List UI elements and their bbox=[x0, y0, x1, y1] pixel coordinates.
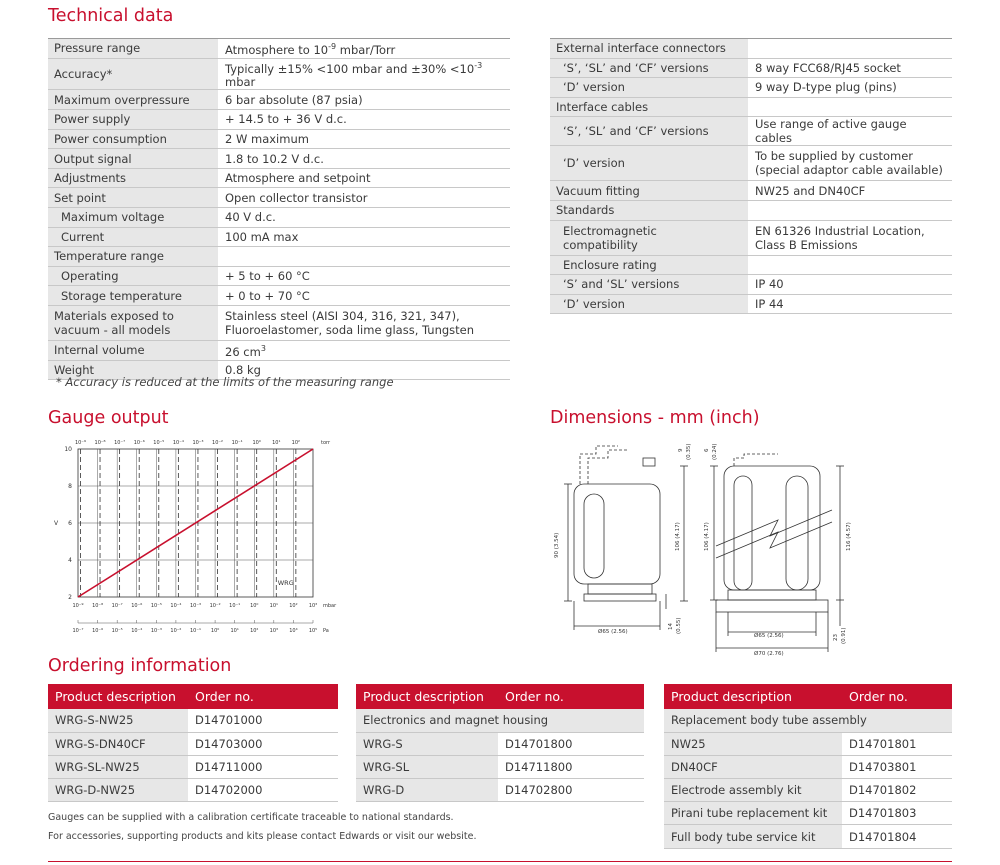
spec-row bbox=[550, 181, 952, 201]
spec-label: ‘D’ version bbox=[550, 78, 748, 98]
product-description: NW25 bbox=[664, 732, 842, 755]
spec-row bbox=[550, 275, 952, 295]
ordering-table-replacement bbox=[664, 684, 952, 849]
order-number: D14711000 bbox=[188, 755, 338, 778]
torr-tick-label: 10⁻⁸ bbox=[94, 440, 106, 446]
spec-label: Interface cables bbox=[550, 97, 748, 117]
technical-spec-table-right bbox=[550, 38, 952, 314]
ordering-table-electronics bbox=[356, 684, 644, 802]
table-row bbox=[48, 732, 338, 755]
spec-value: 100 mA max bbox=[218, 227, 510, 247]
spec-label: ‘S’, ‘SL’ and ‘CF’ versions bbox=[550, 58, 748, 78]
pa-tick-label: 10⁻² bbox=[170, 628, 182, 634]
spec-value: + 5 to + 60 °C bbox=[218, 266, 510, 286]
spec-value: 26 $cm^3$ bbox=[218, 340, 510, 360]
spec-label: ‘S’ and ‘SL’ versions bbox=[550, 275, 748, 295]
table-row bbox=[48, 709, 338, 732]
spec-label: External interface connectors bbox=[550, 39, 748, 59]
svg-text:90 (3.54): 90 (3.54) bbox=[554, 532, 560, 558]
torr-tick-label: 10⁻¹ bbox=[231, 440, 243, 446]
y-tick-label: 10 bbox=[64, 446, 72, 453]
spec-row bbox=[550, 220, 952, 255]
spec-label: ‘D’ version bbox=[550, 146, 748, 181]
spec-value: 0.8 kg bbox=[218, 360, 510, 380]
spec-value: To be supplied by customer (special adaptor cable available) bbox=[748, 146, 952, 181]
table-row bbox=[664, 755, 952, 778]
torr-tick-label: 10⁰ bbox=[252, 440, 261, 446]
spec-label: Operating bbox=[48, 266, 218, 286]
spec-row bbox=[48, 58, 510, 90]
pa-tick-label: 10⁻³ bbox=[150, 628, 162, 634]
ordering-heading: Ordering information bbox=[48, 656, 232, 676]
mbar-tick-label: 10¹ bbox=[269, 603, 279, 609]
product-description: WRG-SL-NW25 bbox=[48, 755, 188, 778]
product-description: Full body tube service kit bbox=[664, 825, 842, 848]
svg-text:(0.91): (0.91) bbox=[841, 627, 847, 644]
table-row bbox=[664, 802, 952, 825]
spec-row bbox=[48, 247, 510, 267]
svg-text:Ø70 (2.76): Ø70 (2.76) bbox=[754, 651, 784, 657]
svg-text:Ø65 (2.56): Ø65 (2.56) bbox=[754, 633, 784, 639]
spec-value bbox=[748, 97, 952, 117]
pa-tick-label: 10² bbox=[250, 628, 259, 634]
order-number: D14701000 bbox=[188, 709, 338, 732]
svg-text:(0.24): (0.24) bbox=[712, 443, 718, 460]
section-label: Electronics and magnet housing bbox=[356, 709, 644, 732]
mbar-tick-label: 10³ bbox=[308, 603, 318, 609]
spec-label: ‘D’ version bbox=[550, 294, 748, 314]
spec-row bbox=[48, 188, 510, 208]
spec-row bbox=[550, 200, 952, 220]
pa-tick-label: 10⁻¹ bbox=[189, 628, 202, 634]
gauge-output-chart bbox=[48, 432, 348, 642]
y-tick-label: 4 bbox=[68, 557, 72, 564]
spec-row bbox=[48, 340, 510, 360]
spec-value: Stainless steel (AISI 304, 316, 321, 347), Fluoroelastomer, soda lime glass, Tungsten bbox=[218, 305, 510, 340]
spec-label: Internal volume bbox=[48, 340, 218, 360]
mbar-tick-label: 10⁻¹ bbox=[229, 603, 241, 609]
spec-row bbox=[48, 129, 510, 149]
order-number: D14703000 bbox=[188, 732, 338, 755]
mbar-tick-label: 10⁻⁶ bbox=[131, 603, 143, 609]
product-description: WRG-D bbox=[356, 779, 498, 802]
spec-label: Power consumption bbox=[48, 129, 218, 149]
spec-row bbox=[48, 227, 510, 247]
torr-tick-label: 10¹ bbox=[272, 440, 281, 446]
technical-data-heading: Technical data bbox=[48, 6, 174, 26]
ordering-table-gauges bbox=[48, 684, 338, 802]
col-product-description: Product description bbox=[48, 684, 188, 709]
spec-label: Accuracy* bbox=[48, 58, 218, 90]
spec-row bbox=[48, 207, 510, 227]
spec-value: 1.8 to 10.2 V d.c. bbox=[218, 149, 510, 169]
svg-text:106 (4.17): 106 (4.17) bbox=[675, 522, 681, 551]
mbar-tick-label: 10⁻⁷ bbox=[111, 603, 123, 609]
technical-spec-table-left bbox=[48, 38, 510, 380]
dimensions-drawing bbox=[548, 436, 878, 658]
pa-tick-label: 10⁻⁵ bbox=[111, 628, 123, 634]
dimensions-heading: Dimensions - mm (inch) bbox=[550, 408, 760, 428]
spec-label: Storage temperature bbox=[48, 286, 218, 306]
svg-text:(0.35): (0.35) bbox=[686, 443, 692, 460]
col-order-no: Order no. bbox=[498, 684, 644, 709]
spec-value: 9 way D-type plug (pins) bbox=[748, 78, 952, 98]
col-order-no: Order no. bbox=[842, 684, 952, 709]
spec-row bbox=[48, 39, 510, 59]
calibration-note: Gauges can be supplied with a calibration certificate traceable to national standards. bbox=[48, 812, 454, 823]
mbar-tick-label: 10⁻⁵ bbox=[150, 603, 162, 609]
spec-value: Open collector transistor bbox=[218, 188, 510, 208]
order-number: D14701803 bbox=[842, 802, 952, 825]
svg-text:Ø65 (2.56): Ø65 (2.56) bbox=[598, 629, 628, 635]
spec-label: Temperature range bbox=[48, 247, 218, 267]
spec-value: NW25 and DN40CF bbox=[748, 181, 952, 201]
spec-row bbox=[48, 305, 510, 340]
order-number: D14701800 bbox=[498, 732, 644, 755]
pa-tick-label: 10⁰ bbox=[210, 628, 220, 634]
spec-value: 6 bar absolute (87 psia) bbox=[218, 90, 510, 110]
spec-value: + 14.5 to + 36 V d.c. bbox=[218, 110, 510, 130]
spec-label: ‘S’, ‘SL’ and ‘CF’ versions bbox=[550, 117, 748, 146]
spec-label: Weight bbox=[48, 360, 218, 380]
spec-row bbox=[550, 117, 952, 146]
product-description: WRG-D-NW25 bbox=[48, 779, 188, 802]
spec-label: Electromagnetic compatibility bbox=[550, 220, 748, 255]
spec-label: Adjustments bbox=[48, 168, 218, 188]
spec-value: Atmosphere and setpoint bbox=[218, 168, 510, 188]
mbar-tick-label: 10⁻⁹ bbox=[72, 603, 84, 609]
pa-tick-label: 10³ bbox=[269, 628, 279, 634]
product-description: DN40CF bbox=[664, 755, 842, 778]
spec-row bbox=[48, 110, 510, 130]
torr-unit-label: torr bbox=[321, 440, 331, 446]
spec-value: Typically ±15% <100 mbar and $\pm 30\% <10^{-3}$ mbar bbox=[218, 58, 510, 90]
spec-value: 40 V d.c. bbox=[218, 207, 510, 227]
accuracy-footnote: * Accuracy is reduced at the limits of the measuring range bbox=[56, 375, 394, 389]
mbar-tick-label: 10⁻² bbox=[209, 603, 221, 609]
product-description: WRG-S-NW25 bbox=[48, 709, 188, 732]
spec-label: Output signal bbox=[48, 149, 218, 169]
spec-label: Materials exposed to vacuum - all models bbox=[48, 305, 218, 340]
spec-value bbox=[748, 200, 952, 220]
svg-text:116 (4.57): 116 (4.57) bbox=[846, 522, 852, 551]
torr-tick-label: 10⁻⁶ bbox=[133, 440, 145, 446]
torr-tick-label: 10⁻⁷ bbox=[114, 440, 126, 446]
section-row bbox=[664, 709, 952, 732]
table-row bbox=[664, 732, 952, 755]
spec-value: IP 40 bbox=[748, 275, 952, 295]
order-number: D14701802 bbox=[842, 779, 952, 802]
order-number: D14701804 bbox=[842, 825, 952, 848]
order-number: D14702800 bbox=[498, 779, 644, 802]
torr-tick-label: 10² bbox=[291, 440, 301, 446]
dimension-labels bbox=[554, 443, 852, 657]
mbar-tick-label: 10⁻⁴ bbox=[170, 603, 182, 609]
y-tick-label: 8 bbox=[68, 483, 72, 490]
spec-row bbox=[48, 168, 510, 188]
spec-value: EN 61326 Industrial Location, Class B Emissions bbox=[748, 220, 952, 255]
spec-row bbox=[48, 90, 510, 110]
order-number: D14702000 bbox=[188, 779, 338, 802]
spec-row bbox=[48, 286, 510, 306]
spec-label: Current bbox=[48, 227, 218, 247]
torr-tick-label: 10⁻² bbox=[212, 440, 224, 446]
y-tick-label: 6 bbox=[68, 520, 72, 527]
col-order-no: Order no. bbox=[188, 684, 338, 709]
pa-unit-label: Pa bbox=[323, 628, 329, 634]
mbar-tick-label: 10⁻⁸ bbox=[92, 603, 104, 609]
svg-text:23: 23 bbox=[833, 634, 839, 641]
spec-label: Maximum overpressure bbox=[48, 90, 218, 110]
table-row bbox=[48, 779, 338, 802]
spec-value: 2 W maximum bbox=[218, 129, 510, 149]
product-description: WRG-SL bbox=[356, 755, 498, 778]
order-number: D14701801 bbox=[842, 732, 952, 755]
spec-row bbox=[550, 294, 952, 314]
spec-label: Enclosure rating bbox=[550, 255, 748, 275]
product-description: WRG-S bbox=[356, 732, 498, 755]
series-label: WRG bbox=[277, 579, 294, 587]
spec-row bbox=[550, 146, 952, 181]
mbar-tick-label: 10⁻³ bbox=[189, 603, 202, 609]
svg-text:14: 14 bbox=[668, 623, 674, 630]
product-description: Pirani tube replacement kit bbox=[664, 802, 842, 825]
spec-value bbox=[218, 247, 510, 267]
svg-text:6: 6 bbox=[704, 448, 710, 452]
section-row bbox=[356, 709, 644, 732]
spec-label: Set point bbox=[48, 188, 218, 208]
gauge-output-heading: Gauge output bbox=[48, 408, 169, 428]
col-product-description: Product description bbox=[664, 684, 842, 709]
spec-row bbox=[48, 266, 510, 286]
order-number: D14711800 bbox=[498, 755, 644, 778]
spec-value bbox=[748, 255, 952, 275]
pa-tick-label: 10⁴ bbox=[289, 628, 298, 634]
spec-label: Power supply bbox=[48, 110, 218, 130]
svg-text:(0.55): (0.55) bbox=[676, 617, 682, 634]
spec-value: + 0 to + 70 °C bbox=[218, 286, 510, 306]
torr-tick-label: 10⁻³ bbox=[192, 440, 204, 446]
accessories-note: For accessories, supporting products and kits please contact Edwards or visit our website. bbox=[48, 831, 477, 842]
pa-tick-label: 10⁻⁶ bbox=[92, 628, 104, 634]
table-row bbox=[356, 732, 644, 755]
mbar-tick-label: 10² bbox=[289, 603, 298, 609]
spec-value: IP 44 bbox=[748, 294, 952, 314]
product-description: Electrode assembly kit bbox=[664, 779, 842, 802]
section-label: Replacement body tube assembly bbox=[664, 709, 952, 732]
spec-value bbox=[748, 39, 952, 59]
torr-tick-label: 10⁻⁹ bbox=[74, 440, 86, 446]
pa-tick-label: 10⁵ bbox=[308, 628, 318, 634]
spec-label: Standards bbox=[550, 200, 748, 220]
svg-text:106 (4.17): 106 (4.17) bbox=[704, 522, 710, 551]
pa-tick-label: 10⁻⁷ bbox=[72, 628, 84, 634]
mbar-tick-label: 10⁰ bbox=[250, 603, 259, 609]
table-row bbox=[664, 779, 952, 802]
y-axis-label: V bbox=[54, 520, 59, 527]
bottom-divider bbox=[48, 861, 952, 862]
spec-row bbox=[550, 58, 952, 78]
torr-tick-label: 10⁻⁵ bbox=[153, 440, 165, 446]
y-tick-label: 2 bbox=[68, 594, 72, 601]
spec-row bbox=[48, 149, 510, 169]
spec-row bbox=[550, 78, 952, 98]
col-product-description: Product description bbox=[356, 684, 498, 709]
product-description: WRG-S-DN40CF bbox=[48, 732, 188, 755]
spec-label: Pressure range bbox=[48, 39, 218, 59]
spec-row bbox=[550, 39, 952, 59]
pa-tick-label: 10¹ bbox=[230, 628, 239, 634]
table-row bbox=[356, 779, 644, 802]
order-number: D14703801 bbox=[842, 755, 952, 778]
svg-text:9: 9 bbox=[678, 448, 684, 452]
table-row bbox=[356, 755, 644, 778]
mbar-unit-label: mbar bbox=[323, 603, 337, 609]
spec-label: Vacuum fitting bbox=[550, 181, 748, 201]
table-row bbox=[48, 755, 338, 778]
spec-label: Maximum voltage bbox=[48, 207, 218, 227]
table-row bbox=[664, 825, 952, 848]
spec-value: Use range of active gauge cables bbox=[748, 117, 952, 146]
spec-row bbox=[550, 97, 952, 117]
torr-tick-label: 10⁻⁴ bbox=[172, 440, 184, 446]
pa-tick-label: 10⁻⁴ bbox=[131, 628, 143, 634]
spec-value: 8 way FCC68/RJ45 socket bbox=[748, 58, 952, 78]
spec-value: Atmosphere to $10^{-9}$ mbar/Torr bbox=[218, 39, 510, 59]
spec-row bbox=[550, 255, 952, 275]
